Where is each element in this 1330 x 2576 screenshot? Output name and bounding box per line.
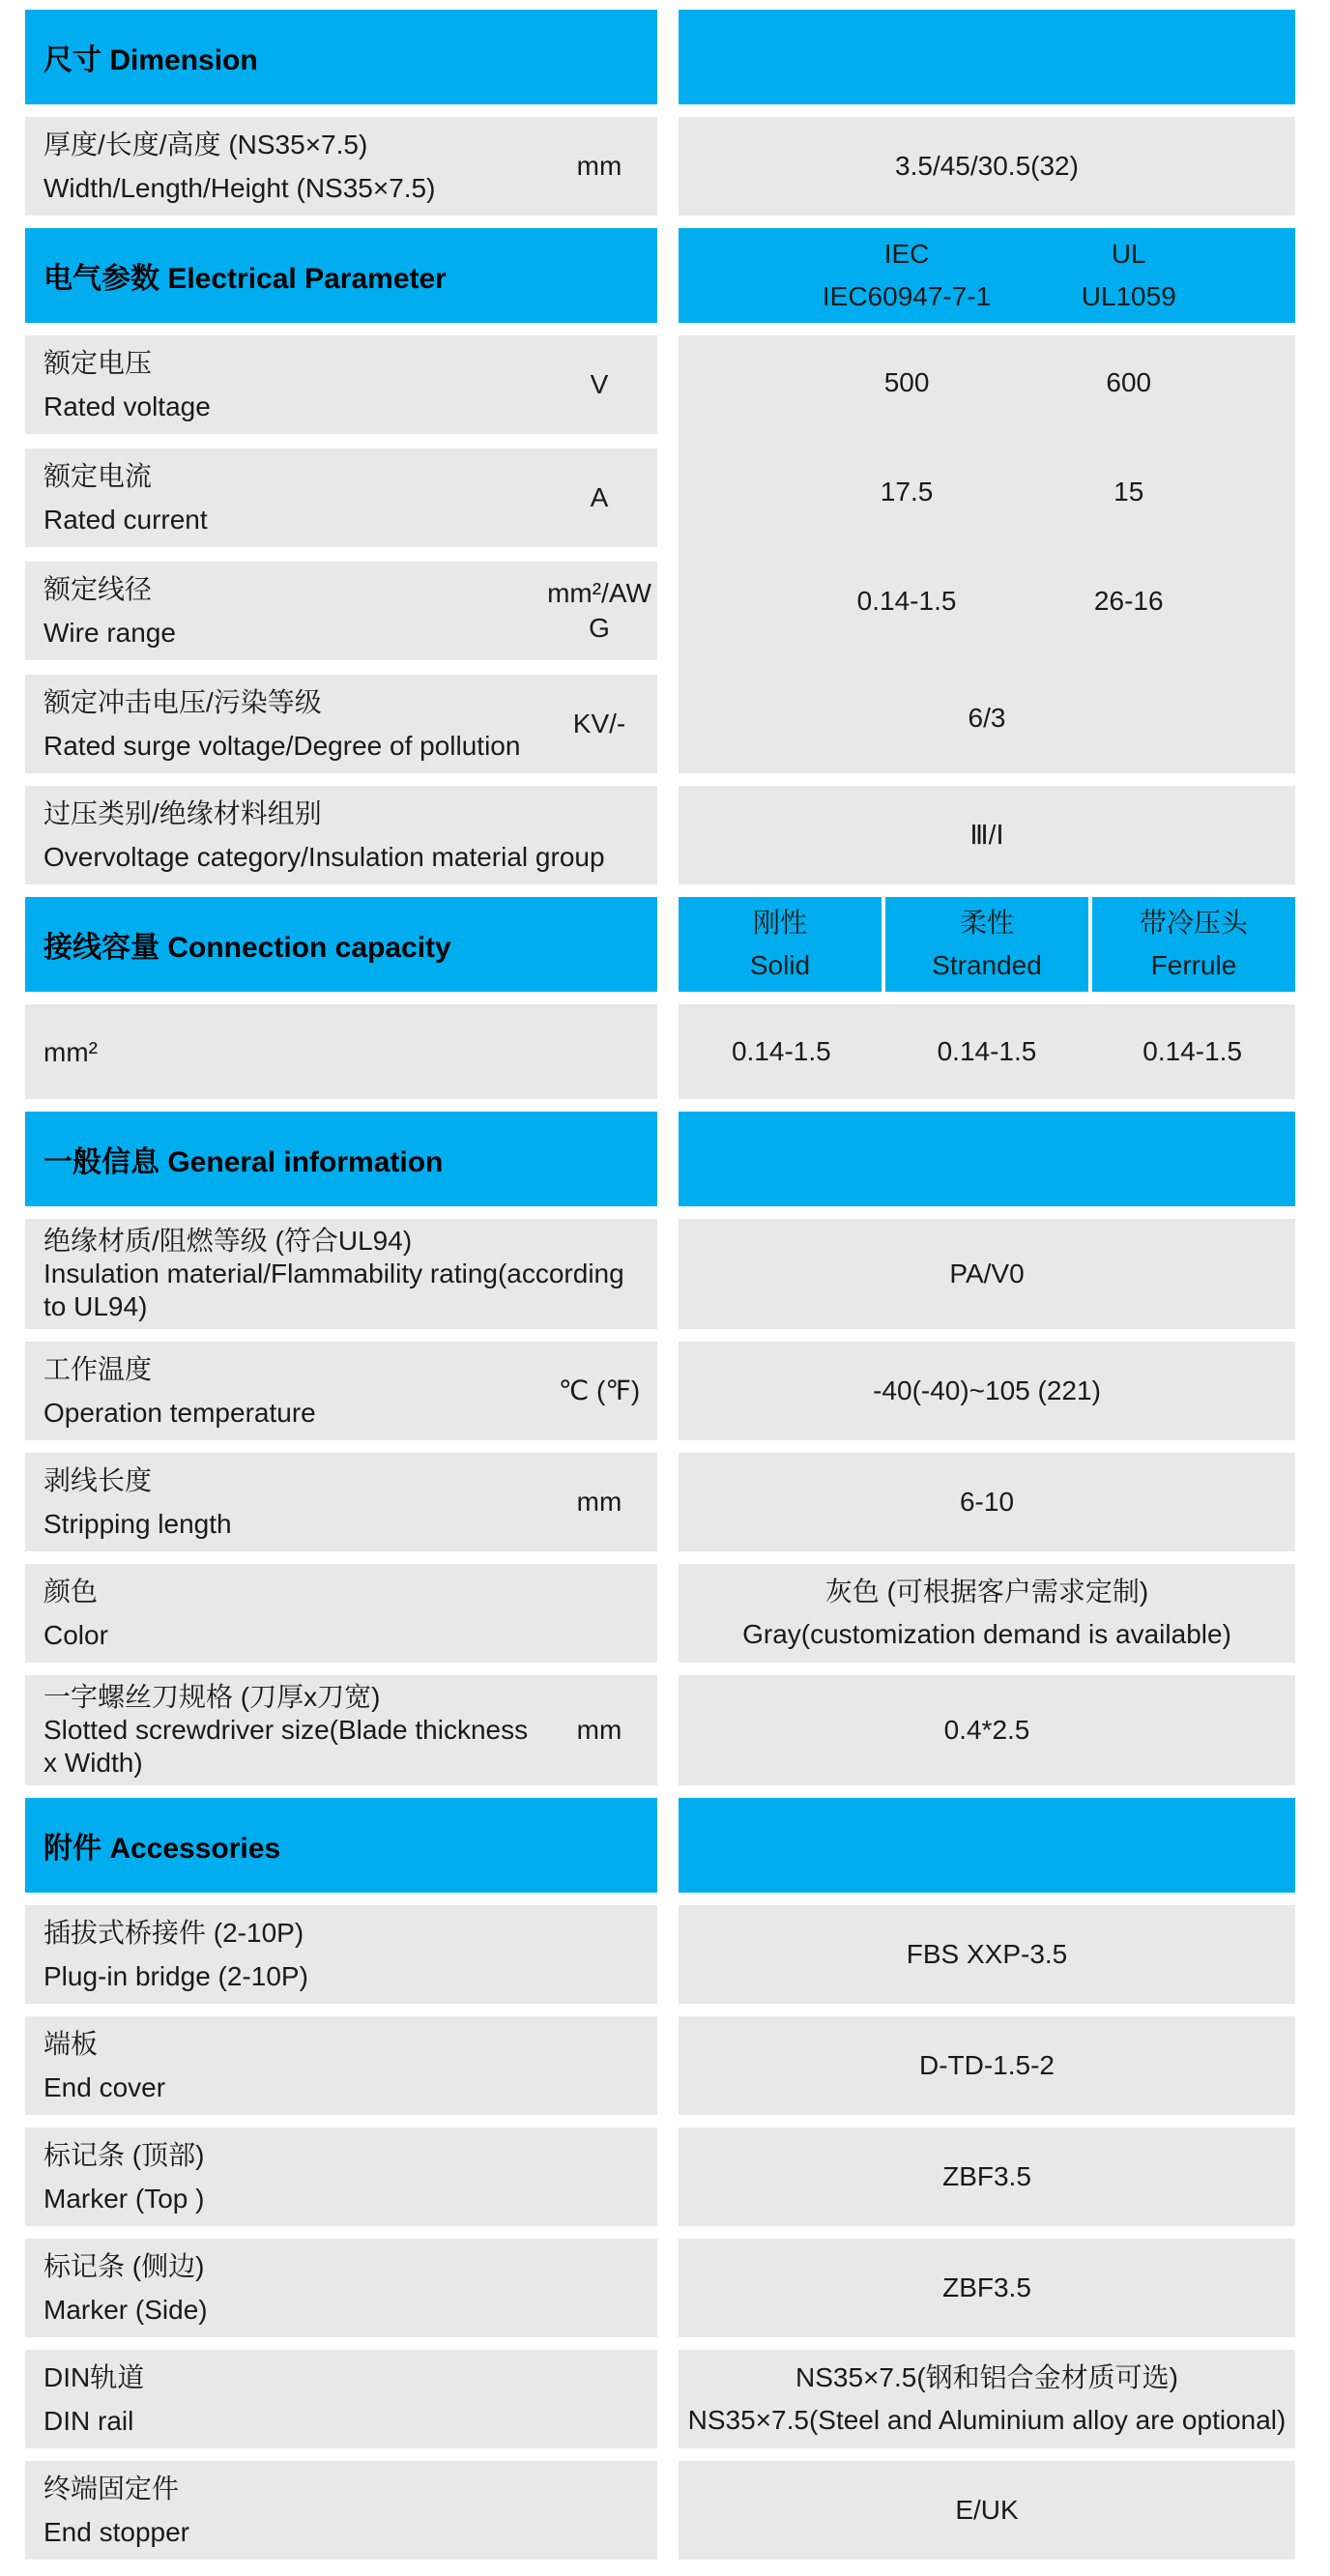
value-text: 0.14-1.5	[731, 1036, 831, 1066]
row-label-cell	[25, 2127, 657, 2226]
value-text: 0.4*2.5	[943, 1715, 1030, 1745]
row-label-cell	[25, 1004, 657, 1099]
row-unit: A	[590, 482, 609, 512]
value-text: 17.5	[880, 477, 934, 507]
value-text: 26-16	[1093, 586, 1164, 616]
label-en: Insulation material/Flammability rating(according to UL94)	[43, 1259, 624, 1321]
value-text: E/UK	[955, 2495, 1019, 2525]
standard-name: UL	[1111, 239, 1146, 269]
row-label-cell	[25, 1342, 657, 1440]
label-cn: 标记条 (侧边)	[43, 2251, 205, 2281]
spec-row	[25, 1342, 1295, 1440]
value-text: D-TD-1.5-2	[918, 2050, 1055, 2080]
label-en: Wire range	[43, 618, 176, 648]
iec-value	[884, 369, 930, 396]
row-label-cell	[25, 1675, 657, 1785]
section-header-title-cell	[25, 10, 657, 104]
row-unit: V	[590, 369, 609, 399]
label-cn: 剥线长度	[43, 1465, 153, 1495]
standard-number: IEC60947-7-1	[822, 281, 992, 311]
iec-value	[857, 588, 957, 615]
row-value-cell	[679, 1219, 1295, 1329]
section-header-title: 电气参数 Electrical Parameter	[43, 263, 447, 295]
row-value-cell	[679, 1675, 1295, 1785]
label-en: Marker (Top )	[43, 2184, 205, 2214]
standards-header-cell	[679, 228, 1295, 323]
spec-row	[25, 1453, 1295, 1551]
label-cn: 插拔式桥接件 (2-10P)	[43, 1918, 304, 1948]
row-labels	[25, 675, 541, 773]
wire-type-en: Stranded	[932, 950, 1042, 980]
row-labels	[25, 562, 541, 660]
spec-row	[25, 1905, 1295, 2004]
label-cn: 绝缘材质/阻燃等级 (符合UL94)	[43, 1226, 413, 1256]
section-header-title: 接线容量 Connection capacity	[43, 932, 451, 964]
value-text: Ⅲ/Ⅰ	[969, 820, 1004, 850]
value-text: 6/3	[968, 703, 1006, 733]
label-en: Rated voltage	[43, 391, 211, 421]
section-header	[25, 1798, 1295, 1893]
value-text: NS35×7.5(钢和铝合金材质可选)	[795, 2362, 1178, 2392]
value-text: 0.14-1.5	[856, 586, 957, 616]
section-header-title-cell	[25, 1112, 657, 1206]
wire-type-en: Ferrule	[1150, 950, 1237, 980]
value-text: Gray(customization demand is available)	[742, 1619, 1231, 1649]
value-subrow	[679, 335, 1295, 430]
ul-standard-column	[1082, 233, 1176, 318]
label-cn: 额定冲击电压/污染等级	[43, 687, 322, 717]
value-text: 600	[1106, 367, 1152, 397]
label-en: Plug-in bridge (2-10P)	[43, 1961, 308, 1991]
ul-value	[1106, 369, 1151, 396]
row-labels	[25, 2016, 657, 2115]
wire-type-cn: 柔性	[959, 908, 1014, 938]
value-text: -40(-40)~105 (221)	[873, 1375, 1101, 1405]
row-value-cell	[679, 786, 1295, 884]
iec-value	[881, 478, 934, 506]
value-subrow	[679, 663, 1295, 773]
row-labels	[25, 1564, 657, 1663]
row-labels	[25, 1342, 541, 1440]
label-en: Overvoltage category/Insulation material group	[43, 842, 605, 872]
label-cn: DIN轨道	[43, 2362, 145, 2392]
row-unit: KV/-	[572, 709, 626, 738]
row-value-cell	[679, 2016, 1295, 2115]
section-header	[25, 228, 1295, 323]
ferrule-column-header	[1092, 897, 1295, 992]
row-labels	[25, 1453, 541, 1551]
row-label-cell	[25, 117, 657, 216]
spec-row	[25, 2350, 1295, 2448]
label-cn: 工作温度	[43, 1354, 153, 1384]
label-cn: 一字螺丝刀规格 (刀厚x刀宽)	[43, 1682, 381, 1712]
row-labels	[25, 2127, 657, 2226]
row-label-cell	[25, 335, 657, 434]
spec-row	[25, 2127, 1295, 2226]
row-labels	[25, 117, 541, 216]
value-subrow	[679, 445, 1295, 539]
value-text: ZBF3.5	[942, 2272, 1031, 2302]
label-cn: mm²	[43, 1036, 98, 1067]
spec-row	[25, 1675, 1295, 1785]
label-cn: 端板	[43, 2029, 99, 2059]
electrical-value-panel	[679, 335, 1295, 773]
value-text: 15	[1113, 477, 1144, 507]
label-cn: 终端固定件	[43, 2474, 180, 2504]
row-labels	[25, 335, 541, 434]
row-value-cell	[679, 2127, 1295, 2226]
row-label-cell	[25, 1219, 657, 1329]
value-text: 0.14-1.5	[1142, 1036, 1243, 1066]
row-unit: mm	[576, 1487, 622, 1517]
row-labels	[25, 2350, 657, 2448]
standard-name: IEC	[883, 239, 930, 269]
row-label-cell	[25, 1453, 657, 1551]
row-labels	[25, 449, 541, 547]
value-subrow	[679, 554, 1295, 649]
section-header	[25, 897, 1295, 992]
section-header-title: 一般信息 General information	[43, 1146, 444, 1178]
section-header-title-cell	[25, 228, 657, 323]
row-value-cell	[679, 2461, 1295, 2560]
row-value-cell	[679, 1004, 1295, 1099]
row-value-cell	[679, 2350, 1295, 2448]
row-labels	[25, 786, 657, 884]
section-header	[25, 1112, 1295, 1206]
spec-row	[25, 2239, 1295, 2337]
spec-row	[25, 117, 1295, 216]
value-text: PA/V0	[949, 1259, 1025, 1288]
wire-type-cn: 刚性	[752, 908, 807, 938]
wire-type-header-cell	[679, 897, 1295, 992]
label-en: Rated current	[43, 505, 208, 535]
section-header-filler-cell	[679, 1798, 1295, 1893]
label-en: Operation temperature	[43, 1398, 316, 1428]
spec-row	[25, 1004, 1295, 1099]
label-en: Marker (Side)	[43, 2295, 208, 2325]
row-label-cell	[25, 562, 657, 660]
row-value-cell	[679, 1564, 1295, 1663]
iec-standard-column	[823, 233, 991, 318]
value-text: 灰色 (可根据客户需求定制)	[824, 1577, 1149, 1606]
row-value-cell	[679, 2239, 1295, 2337]
spec-row	[25, 1564, 1295, 1663]
label-cn: 额定线径	[43, 574, 153, 604]
row-labels	[25, 1219, 657, 1329]
value-text: 6-10	[959, 1487, 1015, 1517]
label-cn: 额定电流	[43, 461, 153, 491]
ul-value	[1094, 588, 1164, 615]
section-header-title: 附件 Accessories	[43, 1833, 281, 1865]
row-unit: mm	[576, 1715, 622, 1745]
row-label-cell	[25, 675, 657, 773]
spec-row	[25, 2461, 1295, 2560]
label-en: Color	[43, 1620, 108, 1650]
row-labels	[25, 2239, 657, 2337]
row-unit: mm²/AWG	[547, 578, 651, 643]
row-unit: ℃ (℉)	[558, 1375, 641, 1405]
label-en: Rated surge voltage/Degree of pollution	[43, 731, 521, 761]
row-unit: mm	[576, 151, 622, 181]
label-en: DIN rail	[43, 2406, 134, 2436]
label-en: End cover	[43, 2072, 166, 2102]
spec-row	[25, 335, 1295, 773]
row-label-cell	[25, 2239, 657, 2337]
section-header-title: 尺寸 Dimension	[43, 44, 258, 76]
row-label-cell	[25, 449, 657, 547]
solid-column-header	[679, 897, 882, 992]
row-value-cell	[679, 1905, 1295, 2004]
spec-row	[25, 2016, 1295, 2115]
row-labels	[25, 2461, 657, 2560]
label-cn: 颜色	[43, 1577, 99, 1606]
value-text: FBS XXP-3.5	[906, 1939, 1068, 1969]
value-text: 3.5/45/30.5(32)	[895, 151, 1079, 181]
row-label-cell	[25, 786, 657, 884]
spec-row	[25, 786, 1295, 884]
section-header	[25, 10, 1295, 104]
label-en: End stopper	[43, 2517, 189, 2547]
value-text: NS35×7.5(Steel and Aluminium alloy are optional)	[687, 2405, 1287, 2435]
value-text: 500	[883, 367, 930, 397]
section-header-title-cell	[25, 897, 657, 992]
row-label-cell	[25, 1905, 657, 2004]
row-value-cell	[679, 1342, 1295, 1440]
row-labels	[25, 1675, 541, 1785]
standard-number: UL1059	[1081, 281, 1176, 311]
row-labels	[25, 1025, 657, 1080]
section-header-filler-cell	[679, 1112, 1295, 1206]
value-text: 0.14-1.5	[937, 1036, 1037, 1066]
section-header-title-cell	[25, 1798, 657, 1893]
label-en: Slotted screwdriver size(Blade thickness x Width)	[43, 1715, 529, 1778]
label-en: Width/Length/Height (NS35×7.5)	[43, 173, 436, 203]
row-label-cell	[25, 2461, 657, 2560]
label-cn: 额定电压	[43, 348, 153, 378]
row-value-cell	[679, 117, 1295, 216]
stranded-column-header	[885, 897, 1088, 992]
ul-value	[1113, 478, 1143, 506]
spec-row	[25, 1219, 1295, 1329]
row-label-cell	[25, 2016, 657, 2115]
row-label-cell	[25, 1564, 657, 1663]
row-labels	[25, 1905, 657, 2004]
label-cn: 过压类别/绝缘材料组别	[43, 798, 322, 828]
row-value-cell	[679, 1453, 1295, 1551]
wire-type-en: Solid	[749, 950, 811, 980]
row-label-cell	[25, 2350, 657, 2448]
label-en: Stripping length	[43, 1509, 232, 1539]
electrical-label-stack	[25, 335, 657, 773]
wire-type-cn: 带冷压头	[1139, 908, 1248, 938]
value-text: ZBF3.5	[942, 2161, 1031, 2191]
label-cn: 厚度/长度/高度 (NS35×7.5)	[43, 130, 368, 159]
label-cn: 标记条 (顶部)	[43, 2140, 205, 2170]
section-header-filler-cell	[679, 10, 1295, 104]
